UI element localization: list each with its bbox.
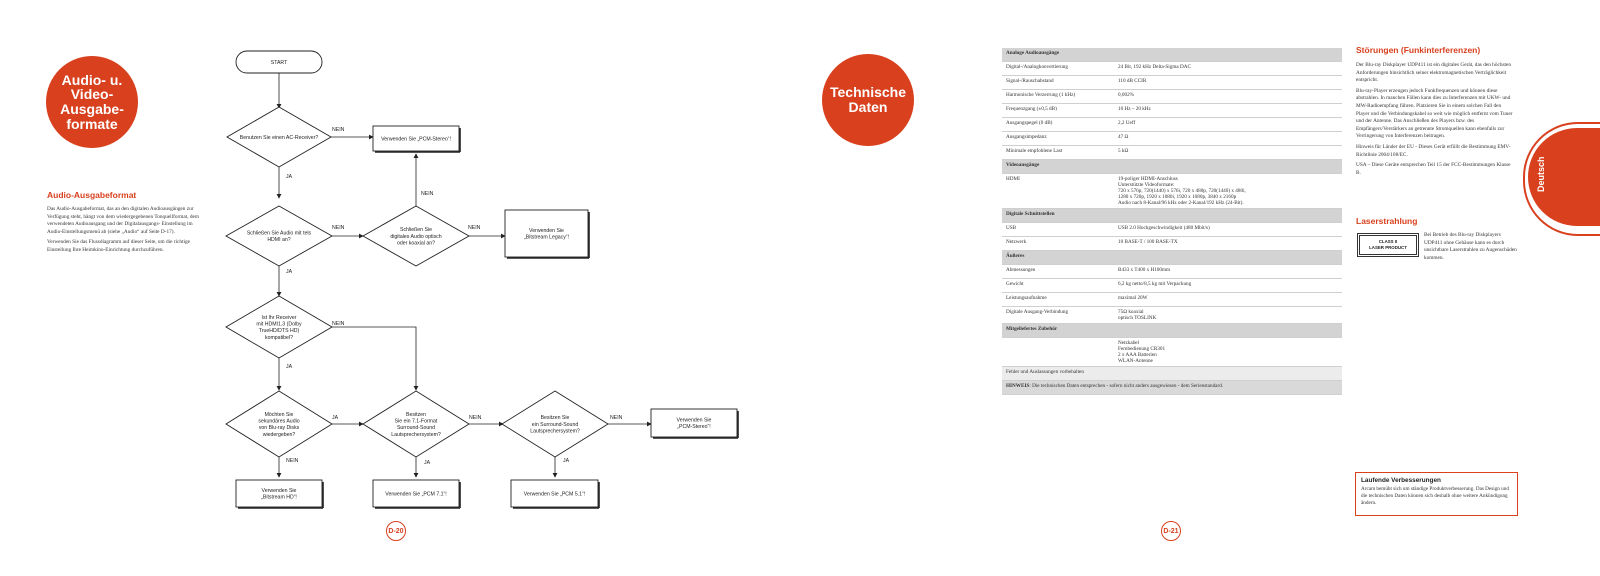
spec-key: USB [1002, 223, 1114, 237]
flow-yes-label: JA [286, 269, 293, 275]
spec-section-title: Äußeres [1002, 251, 1342, 265]
flow-no-label: NEIN [421, 191, 434, 197]
improvements-box [1355, 472, 1518, 516]
result-r_bitstream_hd-text-line: „Bitstream HD“! [261, 494, 297, 501]
spec-value: USB 2.0 Hochgeschwindigkeit (480 Mbit/s) [1114, 223, 1342, 237]
decision-d2-text-line: Schließen Sie Audio mit tels [246, 230, 312, 237]
flow-no-label: NEIN [332, 321, 345, 327]
spec-key: Gewicht [1002, 279, 1114, 293]
page-number-left: D-20 [386, 521, 406, 541]
spec-row [1002, 174, 1342, 209]
spec-section-header [1002, 324, 1342, 338]
flow-yes-label: JA [332, 415, 339, 421]
spec-key: Digital-/Analogkonvertierung [1002, 62, 1114, 76]
flow-connector [331, 327, 416, 390]
interference-heading: Störungen (Funkinterferenzen) [1356, 45, 1481, 55]
flow-yes-label: JA [424, 460, 431, 466]
audio-format-paragraph-1: Das Audio-Ausgabeformat, das an den digitalen Audioausgängen zur Verfügung steht, hängt von dem wiedergegebenen Tonquellformat, dem verwendeten Audioausgang und der Digitalausgangs- Einstellung im Audio-Einstellungsmenü ab (siehe „Audio“ auf Seite D-17). [47, 206, 199, 235]
spec-section-title: Digitale Schnittstellen [1002, 209, 1342, 223]
spec-value: maximal 20W [1114, 293, 1342, 307]
spec-value: Netzkabel Fernbedienung CR301 2 x AAA Batterien WLAN-Antenne [1114, 338, 1342, 367]
spec-footnote-row [1002, 367, 1342, 381]
decision-d4-text-line: TrueHD/DTS HD) [258, 328, 300, 335]
laser-class-label-text: CLASS II LASER PRODUCT [1359, 235, 1417, 255]
decision-d5-text-line: von Blu-ray Disks [258, 425, 300, 432]
interference-paragraph-2: Blu-ray-Player erzeugen jedoch Funkfrequenzen und können diese abstrahlen. In manchen Fällen kann dies zu Interferenzen mit UKW- und MW-Radioempfang führen. Platzieren Sie in einem solchen Fall den Player und die Verbindungskabel so weit wie möglich entfernt vom Tuner und der Antenne. Das Anschließen des Players bzw. des Empfängers/Verstärkers an getrennte Stromquellen kann ebenfalls zur Verringerung von Interferenzen beitragen. [1356, 87, 1513, 140]
decision-d5-text-line: sekundäres Audio [258, 418, 300, 425]
section-circle-right [822, 54, 914, 146]
spec-key: Frequenzgang (±0,5 dB) [1002, 104, 1114, 118]
spec-value: 6,2 kg netto/8,5 kg mit Verpackung [1114, 279, 1342, 293]
flow-no-label: NEIN [332, 127, 345, 133]
improvements-title: Laufende Verbesserungen [1361, 477, 1441, 484]
decision-d6-text-line: Besitzen [406, 411, 426, 418]
interference-paragraph-3: Hinweis für Länder der EU - Dieses Gerät erfüllt die Bestimmung EMV-Richtlinie 2004/108/EC. [1356, 143, 1511, 158]
result-r_pcm_stereo_2-text-line: „PCM-Stereo“! [677, 424, 711, 431]
decision-d3-text-line: digitales Audio optisch [390, 233, 442, 240]
decision-d4-text-line: mit HDMI1.3 (Dolby [256, 321, 302, 328]
spec-value: 5 kΩ [1114, 146, 1342, 160]
section-circle-left-title: Audio- u. Video- Ausgabe- formate [60, 71, 124, 132]
interference-paragraph-1: Der Blu-ray Diskplayer UDP411 ist ein digitales Gerät, das den höchsten Anforderungen hinsichtlich seiner elektromagnetischen Verträglichkeit entspricht. [1356, 62, 1511, 84]
spec-section-title: Videoausgänge [1002, 160, 1342, 174]
spec-row [1002, 265, 1342, 279]
spec-row [1002, 118, 1342, 132]
spec-key: Netzwerk [1002, 237, 1114, 251]
spec-section-header [1002, 160, 1342, 174]
spec-row [1002, 223, 1342, 237]
language-tab-label: Deutsch [1536, 156, 1546, 192]
spec-value: 0,002% [1114, 90, 1342, 104]
spec-notice-row [1002, 381, 1342, 395]
decision-d5-text-line: Möchten Sie [264, 411, 294, 418]
decision-d3-text-line: oder koaxial an? [396, 240, 436, 247]
spec-row [1002, 307, 1342, 324]
flow-yes-label: JA [286, 364, 293, 370]
spec-value: 2,2 Ueff [1114, 118, 1342, 132]
decision-d7-text-line: Besitzen Sie [540, 415, 570, 422]
spec-key: Harmonische Verzerrung (1 kHz) [1002, 90, 1114, 104]
audio-format-paragraph-2: Verwenden Sie das Flussdiagramm auf dieser Seite, um die richtige Einstellung Ihre Heimkino-Einrichtung durchzuführen. [47, 239, 190, 253]
flow-no-label: NEIN [286, 458, 299, 464]
spec-key: Digitale Ausgang-Verbindung [1002, 307, 1114, 324]
start-label: START [270, 60, 288, 66]
spec-key: Signal-/Rauschabstand [1002, 76, 1114, 90]
page-number-right: D-21 [1161, 521, 1181, 541]
flow-no-label: NEIN [332, 225, 345, 231]
spec-value: 24 Bit, 192 kHz Delta-Sigma DAC [1114, 62, 1342, 76]
decision-d4-text-line: kompatibel? [265, 334, 293, 341]
spec-section-title: Analoge Audioausgänge [1002, 48, 1342, 62]
result-r_bitstream_legacy-text-line: Verwenden Sie [529, 227, 564, 234]
decision-d4-text-line: Ist Ihr Receiver [261, 314, 297, 321]
decision-d2-text-line: HDMI an? [267, 237, 291, 244]
result-r_pcm_stereo_1-text-line: Verwenden Sie „PCM-Stereo“! [381, 136, 451, 143]
decision-d6-text-line: Lautsprechersystem? [391, 431, 441, 438]
spec-value: 75Ω koaxial optisch TOSLINK [1114, 307, 1342, 324]
flow-yes-label: JA [563, 458, 570, 464]
spec-row [1002, 104, 1342, 118]
spec-row [1002, 279, 1342, 293]
spec-row [1002, 90, 1342, 104]
spec-key: Ausgangsimpedanz [1002, 132, 1114, 146]
laser-heading: Laserstrahlung [1356, 216, 1418, 226]
decision-d3-text-line: Schließen Sie [399, 227, 433, 234]
flow-yes-label: JA [286, 174, 293, 180]
spec-notice-label: HINWEIS [1006, 383, 1030, 389]
flow-no-label: NEIN [610, 415, 623, 421]
laser-class-label [1357, 233, 1419, 257]
laser-text: Bei Betrieb des Blu-ray Diskplayers UDP411 ohne Gehäuse kann es durch unsichtbare Laserstrahlen zu Augenschäden kommen. [1424, 232, 1517, 261]
spec-value: 47 Ω [1114, 132, 1342, 146]
spec-section-title: Mitgeliefertes Zubehör [1002, 324, 1342, 338]
result-r_bitstream_legacy-text-line: „Bitstream Legacy“! [524, 234, 569, 241]
spec-row [1002, 146, 1342, 160]
decision-d6-text-line: Surround-Sound [396, 425, 436, 432]
section-circle-right-title: Technische Daten [830, 84, 906, 115]
spec-section-header [1002, 48, 1342, 62]
flow-no-label: NEIN [468, 225, 481, 231]
result-r_bitstream_hd-text-line: Verwenden Sie [261, 487, 297, 494]
result-r_pcm_stereo_2-text-line: Verwenden Sie [676, 417, 712, 424]
spec-row [1002, 62, 1342, 76]
spec-value: 19-poliger HDMI-Anschluss Unterstützte Videoformate: 720 x 576p, 720(1440) x 576i, 720 x 480p, 720(1440) x 480i, 1280 x 720p, 1920 x 1080i, 1920 x 1080p, 3840 x 2160p Audio nach 8-Kanal/96 kHz oder 2-Kanal/192 kHz (24-Bit). [1114, 174, 1342, 209]
spec-notice [1002, 381, 1342, 395]
flow-no-label: NEIN [469, 415, 482, 421]
spec-value: 110 dB CCIR [1114, 76, 1342, 90]
decision-d1-text-line: Benutzen Sie einen AC-Receiver? [239, 134, 319, 141]
spec-key: Abmessungen [1002, 265, 1114, 279]
spec-notice-text: : Die technischen Daten entsprechen - sofern nicht anders ausgewiesen - dem Serienstandard. [1029, 383, 1224, 389]
tech-specs-table [1002, 48, 1342, 395]
spec-value: 10 Hz – 20 kHz [1114, 104, 1342, 118]
interference-text [1356, 62, 1514, 180]
spec-footnote: Fehler und Auslassungen vorbehalten [1002, 367, 1342, 381]
spec-key: Leistungsaufnahme [1002, 293, 1114, 307]
result-r_pcm71-text-line: Verwenden Sie „PCM 7.1“! [385, 491, 447, 498]
decision-d5-text-line: wiedergeben? [262, 431, 296, 438]
result-r_pcm51-text-line: Verwenden Sie „PCM 5.1“! [523, 491, 586, 498]
spec-row [1002, 293, 1342, 307]
spec-key: Ausgangspegel (0 dB) [1002, 118, 1114, 132]
audio-format-heading: Audio-Ausgabeformat [47, 190, 137, 200]
decision-d6-text-line: Sie ein 7.1-Format [394, 418, 438, 425]
spec-row [1002, 76, 1342, 90]
spec-value: B433 x T400 x H100mm [1114, 265, 1342, 279]
interference-paragraph-4: USA – Diese Geräte entsprechen Teil 15 der FCC-Bestimmungen Klasse B. [1356, 162, 1511, 176]
spec-key [1002, 338, 1114, 367]
spec-value: 10 BASE-T / 100 BASE-TX [1114, 237, 1342, 251]
spec-section-header [1002, 251, 1342, 265]
spec-row [1002, 237, 1342, 251]
decision-d7-text-line: Lautsprechersystem? [530, 428, 580, 435]
decision-d7-text-line: ein Surround-Sound [531, 421, 579, 428]
spec-section-header [1002, 209, 1342, 223]
spec-key: HDMI [1002, 174, 1114, 209]
improvements-text: Arcam bemüht sich um ständige Produktverbesserung. Das Design und die technischen Daten können sich deshalb ohne weitere Ankündigung ändern. [1361, 486, 1509, 506]
spec-key: Minimale empfohlene Last [1002, 146, 1114, 160]
spec-row [1002, 132, 1342, 146]
spec-row [1002, 338, 1342, 367]
